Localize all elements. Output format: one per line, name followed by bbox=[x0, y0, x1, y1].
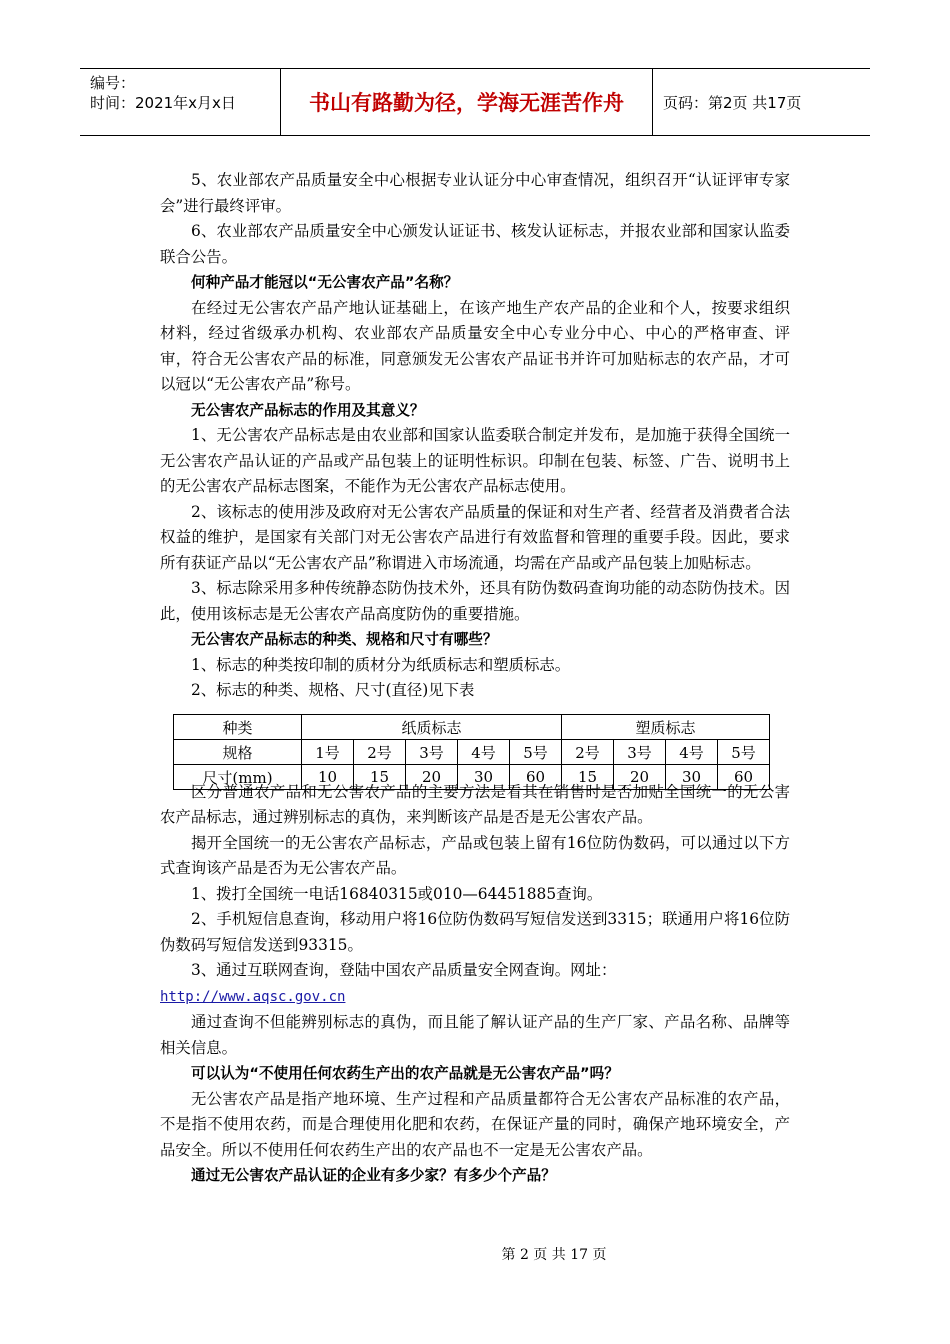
document-body bbox=[160, 168, 790, 1189]
body-paragraph: 5、农业部农产品质量安全中心根据专业认证分中心审查情况，组织召开“认证评审专家会”进行最终评审。 bbox=[160, 171, 790, 215]
table-cell: 60 bbox=[718, 765, 770, 790]
body-paragraph: 3、标志除采用多种传统静态防伪技术外，还具有防伪数码查询功能的动态防伪技术。因此，使用该标志是无公害农产品高度防伪的重要措施。 bbox=[160, 579, 790, 623]
plastic-label-header: 塑质标志 bbox=[562, 715, 770, 740]
body-paragraph: 2、标志的种类、规格、尺寸(直径)见下表 bbox=[191, 681, 475, 699]
kind-header-cell: 种类 bbox=[174, 715, 302, 740]
page-footer: 第 2 页 共 17 页 bbox=[501, 1247, 607, 1263]
table-cell: 4号 bbox=[458, 740, 510, 765]
body-paragraph: 1、标志的种类按印制的质材分为纸质标志和塑质标志。 bbox=[191, 655, 571, 674]
body-paragraph: 2、手机短信息查询，移动用户将16位防伪数码写短信发送到3315；联通用户将16位防伪数码写短信发送到93315。 bbox=[160, 910, 790, 954]
document-time: 时间：2021年x月x日 bbox=[90, 94, 236, 112]
document-number: 编号： bbox=[90, 74, 136, 92]
table-cell: 5号 bbox=[718, 740, 770, 765]
table-cell: 30 bbox=[666, 765, 718, 790]
table-cell: 20 bbox=[614, 765, 666, 790]
table-cell: 20 bbox=[406, 765, 458, 790]
body-paragraph: 区分普通农产品和无公害农产品的主要方法是看其在销售时是否加贴全国统一的无公害农产品标志，通过辨别标志的真伪，来判断该产品是否是无公害农产品。 bbox=[160, 782, 790, 826]
paragraph-group-1 bbox=[160, 168, 790, 704]
table-cell: 15 bbox=[354, 765, 406, 790]
body-paragraph: 1、无公害农产品标志是由农业部和国家认监委联合制定并发布，是加施于获得全国统一无公害农产品认证的产品或产品包装上的证明性标识。印制在包装、标签、广告、说明书上的无公害农产品标志图案，不能作为无公害农产品标志使用。 bbox=[160, 426, 790, 495]
body-paragraph: 无公害农产品是指产地环境、生产过程和产品质量都符合无公害农产品标准的农产品，不是指不使用农药，而是合理使用化肥和农药，在保证产量的同时，确保产地环境安全，产品安全。所以不使用任何农药生产出的农产品也不一定是无公害农产品。 bbox=[160, 1089, 790, 1159]
section-heading: 无公害农产品标志的作用及其意义？ bbox=[191, 401, 425, 419]
table-cell: 60 bbox=[510, 765, 562, 790]
table-cell: 5号 bbox=[510, 740, 562, 765]
section-heading: 无公害农产品标志的种类、规格和尺寸有哪些？ bbox=[191, 631, 498, 648]
body-paragraph: 揭开全国统一的无公害农产品标志，产品或包装上留有16位防伪数码，可以通过以下方式查询该产品是否为无公害农产品。 bbox=[160, 833, 790, 877]
paper-label-header: 纸质标志 bbox=[302, 715, 562, 740]
table-cell: 2号 bbox=[354, 740, 406, 765]
table-row bbox=[174, 715, 770, 740]
section-heading: 通过无公害农产品认证的企业有多少家？有多少个产品？ bbox=[191, 1167, 556, 1184]
table-row bbox=[174, 740, 770, 765]
header-page-number: 页码：第2页 共17页 bbox=[663, 93, 802, 112]
table-row bbox=[174, 765, 770, 790]
table-cell: 10 bbox=[302, 765, 354, 790]
spec-header-cell: 规格 bbox=[174, 740, 302, 765]
paragraph-group-2 bbox=[160, 780, 790, 984]
header-motto: 书山有路勤为径，学海无涯苦作舟 bbox=[281, 69, 653, 135]
page-header bbox=[80, 68, 870, 136]
paragraph-group-3 bbox=[160, 1010, 790, 1189]
table-cell: 2号 bbox=[562, 740, 614, 765]
label-spec-table bbox=[173, 714, 770, 790]
table-cell: 3号 bbox=[614, 740, 666, 765]
section-heading: 何种产品才能冠以“无公害农产品”名称？ bbox=[191, 274, 459, 291]
table-cell: 15 bbox=[562, 765, 614, 790]
body-paragraph: 6、农业部农产品质量安全中心颁发认证证书、核发认证标志，并报农业部和国家认监委联合公告。 bbox=[160, 222, 790, 266]
body-paragraph: 在经过无公害农产品产地认证基础上，在该产地生产农产品的企业和个人，按要求组织材料，经过省级承办机构、农业部农产品质量安全中心专业分中心、中心的严格审查、评审，符合无公害农产品的标准，同意颁发无公害农产品证书并许可加贴标志的农产品，才可以冠以“无公害农产品”称号。 bbox=[160, 298, 790, 393]
body-paragraph: 1、拨打全国统一电话16840315或010—64451885查询。 bbox=[191, 884, 603, 903]
body-paragraph: 通过查询不但能辨别标志的真伪，而且能了解认证产品的生产厂家、产品名称、品牌等相关信息。 bbox=[160, 1013, 790, 1057]
table-cell: 3号 bbox=[406, 740, 458, 765]
table-cell: 30 bbox=[458, 765, 510, 790]
size-header-cell: 尺寸(mm) bbox=[174, 765, 302, 790]
table-cell: 4号 bbox=[666, 740, 718, 765]
website-link[interactable]: http://www.aqsc.gov.cn bbox=[160, 988, 346, 1005]
website-line bbox=[160, 984, 790, 1011]
body-paragraph: 2、该标志的使用涉及政府对无公害农产品质量的保证和对生产者、经营者及消费者合法权益的维护，是国家有关部门对无公害农产品进行有效监督和管理的重要手段。因此，要求所有获证产品以“无公害农产品”称谓进入市场流通，均需在产品或产品包装上加贴标志。 bbox=[160, 502, 790, 572]
section-heading: 可以认为“不使用任何农药生产出的农产品就是无公害农产品”吗？ bbox=[191, 1065, 619, 1082]
table-cell: 1号 bbox=[302, 740, 354, 765]
header-meta bbox=[80, 69, 281, 135]
body-paragraph: 3、通过互联网查询，登陆中国农产品质量安全网查询。网址： bbox=[191, 961, 617, 979]
